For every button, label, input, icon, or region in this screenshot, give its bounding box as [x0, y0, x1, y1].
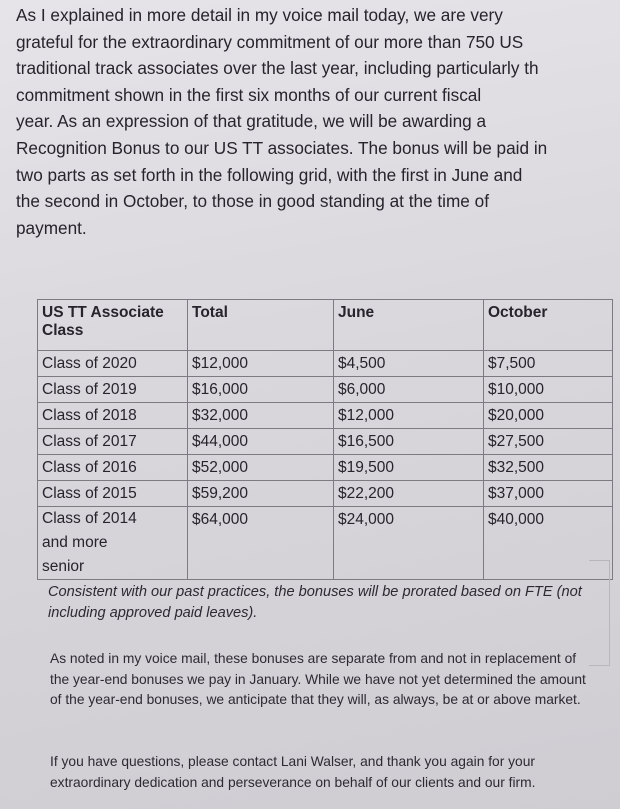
total-cell: $52,000: [188, 455, 334, 481]
october-cell: $27,500: [484, 429, 613, 455]
total-cell: $16,000: [188, 377, 334, 403]
june-cell: $22,200: [334, 481, 484, 507]
class-cell: Class of 2020: [38, 351, 188, 377]
june-cell: $19,500: [334, 455, 484, 481]
total-cell: $59,200: [188, 481, 334, 507]
table-row: [38, 455, 613, 481]
bonus-table: [37, 299, 613, 580]
closing-paragraph: If you have questions, please contact Lani Walser, and thank you again for your extraordinary dedication and perseverance on behalf of our clients and our firm.: [50, 754, 536, 790]
total-cell: $32,000: [188, 403, 334, 429]
header-june: June: [334, 300, 484, 351]
october-cell: $10,000: [484, 377, 613, 403]
class-cell: Class of 2019: [38, 377, 188, 403]
june-cell: $16,500: [334, 429, 484, 455]
table-row: [38, 351, 613, 377]
table-row: [38, 377, 613, 403]
header-total: Total: [188, 300, 334, 351]
table-row: [38, 507, 613, 580]
table-row: [38, 481, 613, 507]
header-class: US TT Associate Class: [38, 300, 188, 351]
class-cell: Class of 2016: [38, 455, 188, 481]
table-header-row: [38, 300, 613, 351]
october-cell: $40,000: [484, 507, 613, 580]
june-cell: $4,500: [334, 351, 484, 377]
table-row: [38, 429, 613, 455]
total-cell: $64,000: [188, 507, 334, 580]
october-cell: $7,500: [484, 351, 613, 377]
intro-paragraph: As I explained in more detail in my voice mail today, we are very grateful for the extraordinary commitment of our more than 750 US traditional track associates over the last year, including particularly th commitment shown in the first six months of our current fiscal year. As an expression of that gratitude, we will be awarding a Recognition Bonus to our US TT associates. The bonus will be paid in two parts as set forth in the following grid, with the first in June and the second in October, to those in good standing at the time of payment.: [16, 5, 548, 238]
class-cell: Class of 2015: [38, 481, 188, 507]
october-cell: $37,000: [484, 481, 613, 507]
class-cell: Class of 2018: [38, 403, 188, 429]
october-cell: $20,000: [484, 403, 613, 429]
year-end-bonus-paragraph: As noted in my voice mail, these bonuses are separate from and not in replacement of the year-end bonuses we pay in January. While we have not yet determined the amount of the year-end bonuses, we anticipate that they will, as always, be at or above market.: [50, 651, 586, 707]
june-cell: $6,000: [334, 377, 484, 403]
october-cell: $32,500: [484, 455, 613, 481]
table-row: [38, 403, 613, 429]
bonus-grid: [37, 299, 613, 580]
class-cell: Class of 2014 and more senior: [38, 507, 188, 580]
total-cell: $12,000: [188, 351, 334, 377]
june-cell: $12,000: [334, 403, 484, 429]
proration-note: Consistent with our past practices, the bonuses will be prorated based on FTE (not including approved paid leaves).: [48, 584, 582, 621]
margin-box-edge: [589, 560, 610, 666]
june-cell: $24,000: [334, 507, 484, 580]
class-cell: Class of 2017: [38, 429, 188, 455]
total-cell: $44,000: [188, 429, 334, 455]
header-october: October: [484, 300, 613, 351]
